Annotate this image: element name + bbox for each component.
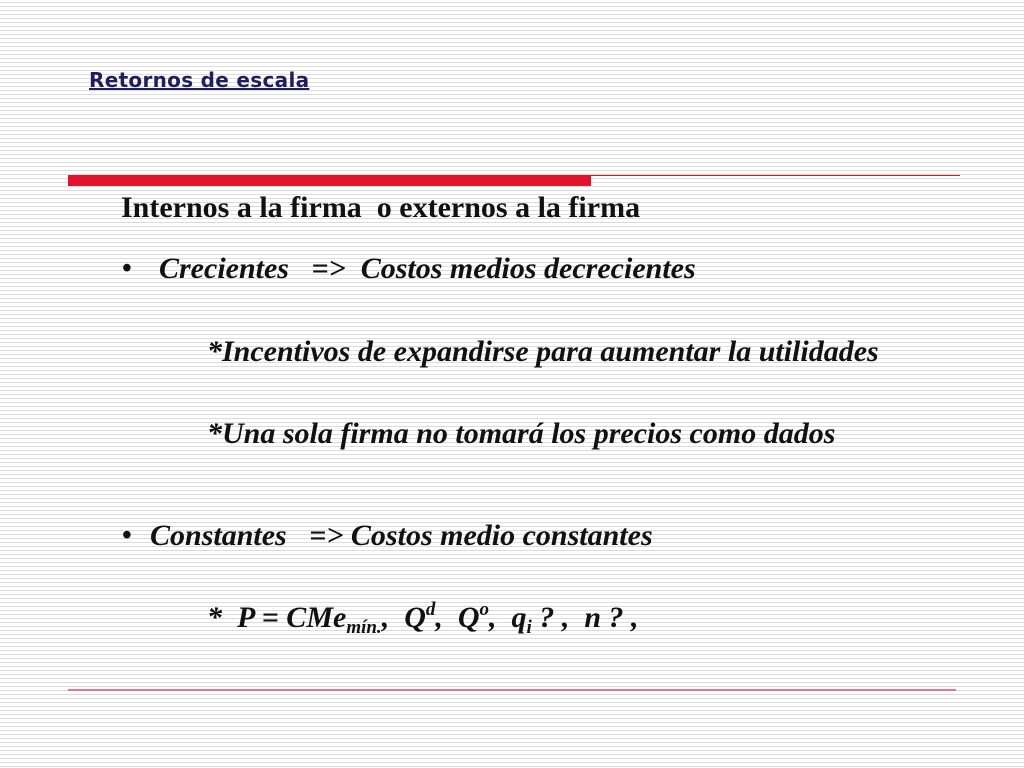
crecientes-note-2: *Una sola firma no tomará los precios como dados [207,417,836,450]
constantes-result: Costos medio constantes [350,519,653,552]
formula-cme-subscript: mín. [346,617,382,638]
formula-qd: Q [404,601,426,634]
bullet-marker: • [122,520,132,551]
formula-qi: q [511,601,527,634]
red-accent-bar [68,175,591,186]
constantes-label: Constantes [150,519,287,552]
constantes-line [150,519,653,553]
formula-separator: , [381,601,405,634]
slide-title: Retornos de escala [89,68,310,92]
formula-line [207,599,639,638]
bullet-marker: • [122,253,132,284]
constantes-arrow: => [309,519,344,552]
formula-separator: , [435,601,458,634]
crecientes-line [159,252,696,286]
top-divider-line [591,175,960,176]
formula-qo: Q [457,601,480,634]
crecientes-arrow: => [311,252,346,285]
bottom-divider-line [68,689,956,691]
formula-n: n ? , [584,601,639,634]
crecientes-result: Costos medios decrecientes [360,252,696,285]
formula-qi-subscript: i [526,617,532,638]
slide-heading: Internos a la firma o externos a la firma [121,191,641,224]
formula-qi-tail: ? , [531,601,585,634]
crecientes-note-1: *Incentivos de expandirse para aumentar la utilidades [207,335,879,368]
formula-price-eq: P = CMe [237,601,347,634]
crecientes-label: Crecientes [159,252,289,285]
formula-separator: , [489,601,512,634]
formula-qd-superscript: d [425,599,436,620]
formula-star: * [207,601,222,634]
formula-qo-superscript: o [479,599,490,620]
